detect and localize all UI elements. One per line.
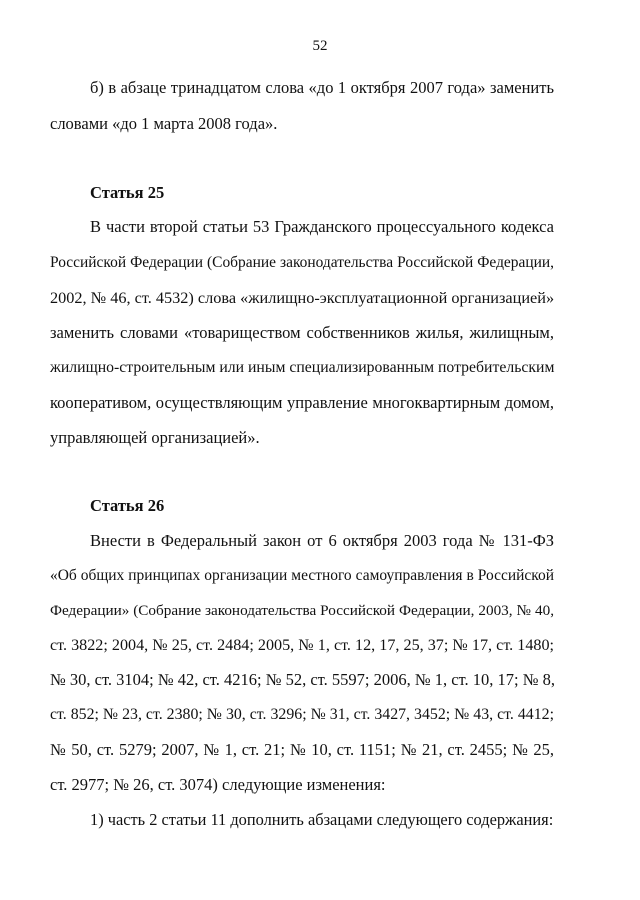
article-26-line-9: 1) часть 2 статьи 11 дополнить абзацами следующего содержания: [90,810,554,829]
article-25-line-2: Российской Федерации (Собрание законодательства Российской Федерации, [50,254,554,271]
paragraph-b-line-1: б) в абзаце тринадцатом слова «до 1 октября 2007 года» заменить [90,78,554,97]
article-26-line-4: ст. 3822; 2004, № 25, ст. 2484; 2005, № 1, ст. 12, 17, 25, 37; № 17, ст. 1480; [50,637,554,654]
article-26-line-8: ст. 2977; № 26, ст. 3074) следующие изменения: [50,775,386,794]
article-26-line-6: ст. 852; № 23, ст. 2380; № 30, ст. 3296; № 31, ст. 3427, 3452; № 43, ст. 4412; [50,706,554,723]
article-25-line-7: управляющей организацией». [50,428,260,447]
article-26-line-1: Внести в Федеральный закон от 6 октября 2003 года № 131-ФЗ [90,531,554,550]
article-26-line-3: Федерации» (Собрание законодательства Российской Федерации, 2003, № 40, [50,602,554,619]
article-26-line-7: № 50, ст. 5279; 2007, № 1, ст. 21; № 10, ст. 1151; № 21, ст. 2455; № 25, [50,740,554,759]
article-25-line-6: кооперативом, осуществляющим управление многоквартирным домом, [50,393,554,412]
article-25-line-1: В части второй статьи 53 Гражданского процессуального кодекса [90,217,554,236]
paragraph-b-line-2: словами «до 1 марта 2008 года». [50,114,278,133]
article-26-heading: Статья 26 [90,496,165,515]
page-number: 52 [312,38,328,54]
article-25-heading: Статья 25 [90,183,165,202]
article-25-line-5: жилищно-строительным или иным специализированным потребительским [50,359,555,376]
article-25-line-4: заменить словами «товариществом собственников жилья, жилищным, [50,323,554,342]
article-25-line-3: 2002, № 46, ст. 4532) слова «жилищно-эксплуатационной организацией» [50,289,555,307]
article-26-line-5: № 30, ст. 3104; № 42, ст. 4216; № 52, ст. 5597; 2006, № 1, ст. 10, 17; № 8, [50,670,555,689]
article-26-line-2: «Об общих принципах организации местного самоуправления в Российской [50,567,554,584]
